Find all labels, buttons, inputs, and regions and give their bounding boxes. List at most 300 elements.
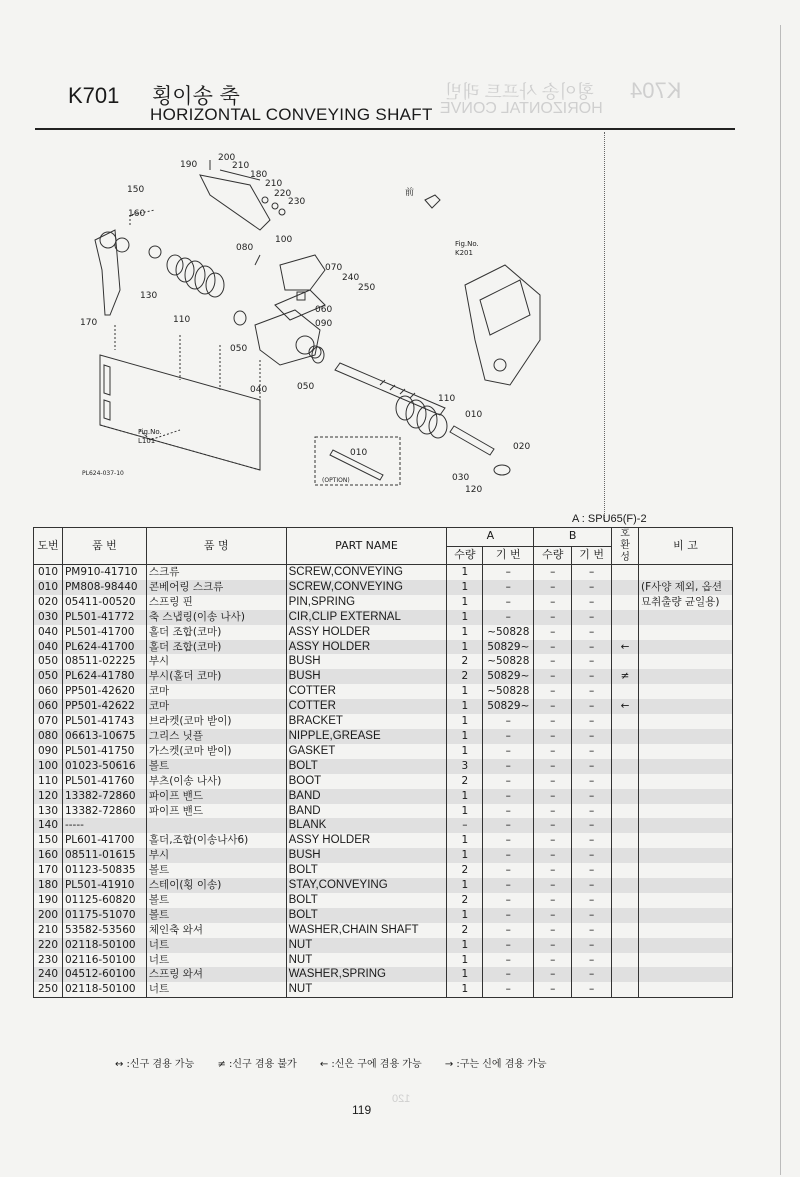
cell-pn: PL501-41910	[62, 878, 146, 893]
cell-ko: 체인축 와셔	[146, 923, 286, 938]
cell-ko: 가스켓(코마 받이)	[146, 744, 286, 759]
cell-qb: –	[534, 610, 572, 625]
table-row	[34, 774, 733, 789]
cell-cp	[612, 610, 639, 625]
cell-rm	[638, 908, 732, 923]
cell-sa: –	[483, 804, 534, 819]
assy-holder-150	[95, 230, 120, 315]
cell-qb: –	[534, 938, 572, 953]
svg-text:060: 060	[315, 305, 333, 315]
col-part-name: PART NAME	[286, 528, 447, 565]
cell-sa: –	[483, 833, 534, 848]
cell-pn: PP501-42622	[62, 699, 146, 714]
cell-en: WASHER,CHAIN SHAFT	[286, 923, 447, 938]
cell-en: SCREW,CONVEYING	[286, 580, 447, 595]
cell-qa: 1	[447, 967, 483, 982]
cell-sa: –	[483, 923, 534, 938]
cell-en: GASKET	[286, 744, 447, 759]
cell-sa: –	[483, 565, 534, 580]
section-code: K701	[68, 83, 120, 108]
cell-no: 010	[34, 580, 63, 595]
cell-qa: 1	[447, 789, 483, 804]
cell-qb: –	[534, 982, 572, 997]
cell-sb: –	[572, 863, 612, 878]
cell-ko: 볼트	[146, 863, 286, 878]
conveying-screw	[335, 363, 445, 415]
svg-text:190: 190	[180, 160, 198, 170]
cell-sb: –	[572, 654, 612, 669]
table-row	[34, 684, 733, 699]
cell-qa: 1	[447, 744, 483, 759]
cell-sb: –	[572, 938, 612, 953]
cell-ko: 콘베어링 스크류	[146, 580, 286, 595]
cell-no: 060	[34, 699, 63, 714]
cell-cp	[612, 848, 639, 863]
cell-pn: 08511-01615	[62, 848, 146, 863]
table-row	[34, 848, 733, 863]
table-row	[34, 953, 733, 968]
cell-sb: –	[572, 699, 612, 714]
table-row	[34, 654, 733, 669]
cell-pn: 05411-00520	[62, 595, 146, 610]
cell-pn: PL501-41760	[62, 774, 146, 789]
col-compat: 호 환 성	[612, 528, 639, 565]
svg-text:210: 210	[232, 161, 250, 171]
cell-en: BUSH	[286, 654, 447, 669]
cell-rm: (F사양 제외, 옵션	[638, 580, 732, 595]
cell-qa: 1	[447, 714, 483, 729]
cell-ko: 축 스냅링(이송 나사)	[146, 610, 286, 625]
cell-qa: 2	[447, 669, 483, 684]
table-row	[34, 818, 733, 833]
cell-cp	[612, 714, 639, 729]
cell-ko: 너트	[146, 982, 286, 997]
svg-text:050: 050	[297, 382, 315, 392]
svg-text:120: 120	[465, 485, 483, 495]
cell-rm	[638, 699, 732, 714]
cell-no: 120	[34, 789, 63, 804]
cell-sb: –	[572, 804, 612, 819]
cell-ko: 너트	[146, 938, 286, 953]
col-group-a: A	[447, 528, 534, 547]
cell-sb: –	[572, 982, 612, 997]
cell-sa: ~50828	[483, 654, 534, 669]
cell-ko: 홀더 조합(코마)	[146, 625, 286, 640]
cell-en: ASSY HOLDER	[286, 833, 447, 848]
cell-ko: 부시(홀더 코마)	[146, 669, 286, 684]
cell-pn: PL501-41743	[62, 714, 146, 729]
svg-text:210: 210	[265, 179, 283, 189]
table-row	[34, 640, 733, 655]
table-row	[34, 580, 733, 595]
cell-cp	[612, 580, 639, 595]
cell-sa: –	[483, 595, 534, 610]
col-no: 도번	[34, 528, 63, 565]
cell-sa: ~50828	[483, 625, 534, 640]
table-row	[34, 729, 733, 744]
cell-sa: –	[483, 580, 534, 595]
cell-en: NUT	[286, 982, 447, 997]
table-row	[34, 625, 733, 640]
cell-cp: ←	[612, 699, 639, 714]
cell-sb: –	[572, 669, 612, 684]
parts-table	[33, 527, 733, 998]
cell-sa: 50829~	[483, 699, 534, 714]
mirror-title-en: HORIZONTAL CONVE	[440, 100, 603, 117]
cell-no: 190	[34, 893, 63, 908]
cell-ko: 볼트	[146, 893, 286, 908]
cell-pn: 02118-50100	[62, 982, 146, 997]
cell-cp	[612, 953, 639, 968]
cell-cp	[612, 684, 639, 699]
cell-sb: –	[572, 565, 612, 580]
cell-sa: 50829~	[483, 640, 534, 655]
svg-text:070: 070	[325, 263, 343, 273]
cell-qa: –	[447, 818, 483, 833]
cell-cp: ≠	[612, 669, 639, 684]
cell-rm	[638, 714, 732, 729]
cell-no: 050	[34, 669, 63, 684]
cell-ko: 부츠(이송 나사)	[146, 774, 286, 789]
table-row	[34, 804, 733, 819]
cell-qa: 1	[447, 804, 483, 819]
cell-pn: 04512-60100	[62, 967, 146, 982]
cell-sb: –	[572, 729, 612, 744]
cell-ko: 홀더,조합(이송나사6)	[146, 833, 286, 848]
cell-qb: –	[534, 714, 572, 729]
cell-ko: 너트	[146, 953, 286, 968]
page-number: 119	[352, 1103, 372, 1117]
cell-sa: –	[483, 744, 534, 759]
cell-rm: 묘취출량 균일용)	[638, 595, 732, 610]
cell-no: 010	[34, 565, 63, 580]
cell-qa: 1	[447, 684, 483, 699]
cell-no: 080	[34, 729, 63, 744]
table-row	[34, 938, 733, 953]
cell-pn: 02116-50100	[62, 953, 146, 968]
cell-sa: –	[483, 863, 534, 878]
cell-qb: –	[534, 580, 572, 595]
cell-qb: –	[534, 967, 572, 982]
table-row	[34, 595, 733, 610]
cell-no: 170	[34, 863, 63, 878]
cell-sa: –	[483, 967, 534, 982]
title-korean: 횡이송 축	[152, 84, 240, 108]
cell-ko: 부시	[146, 654, 286, 669]
cell-no: 040	[34, 640, 63, 655]
cell-en: NIPPLE,GREASE	[286, 729, 447, 744]
cell-cp	[612, 923, 639, 938]
cell-en: COTTER	[286, 699, 447, 714]
cell-qb: –	[534, 729, 572, 744]
cell-no: 220	[34, 938, 63, 953]
table-row	[34, 669, 733, 684]
cell-cp	[612, 863, 639, 878]
cell-qa: 1	[447, 610, 483, 625]
cell-qa: 1	[447, 878, 483, 893]
cell-sa: –	[483, 774, 534, 789]
cell-qb: –	[534, 654, 572, 669]
ref-fig-l-label: Fig.No.	[138, 428, 162, 436]
title-english: HORIZONTAL CONVEYING SHAFT	[150, 105, 433, 124]
col-qty-b: 수량	[534, 546, 572, 565]
cell-qb: –	[534, 893, 572, 908]
cell-qa: 2	[447, 923, 483, 938]
cell-rm	[638, 923, 732, 938]
cell-rm	[638, 625, 732, 640]
cell-cp	[612, 818, 639, 833]
cell-no: 200	[34, 908, 63, 923]
cell-en: PIN,SPRING	[286, 595, 447, 610]
cell-qb: –	[534, 684, 572, 699]
cell-qb: –	[534, 774, 572, 789]
cell-ko: 스프링 핀	[146, 595, 286, 610]
cell-pn: 01175-51070	[62, 908, 146, 923]
cell-qb: –	[534, 878, 572, 893]
cell-sa: –	[483, 878, 534, 893]
svg-text:160: 160	[128, 209, 146, 219]
svg-text:220: 220	[274, 189, 292, 199]
cell-rm	[638, 669, 732, 684]
col-serial-a: 기 번	[483, 546, 534, 565]
cell-rm	[638, 863, 732, 878]
cell-sa: –	[483, 893, 534, 908]
gearbox-housing	[465, 265, 540, 385]
cell-qa: 1	[447, 938, 483, 953]
svg-text:250: 250	[358, 283, 376, 293]
table-row	[34, 714, 733, 729]
cell-pn: PP501-42620	[62, 684, 146, 699]
cell-no: 180	[34, 878, 63, 893]
svg-text:010: 010	[350, 448, 368, 458]
cell-sa: –	[483, 908, 534, 923]
cell-en: ASSY HOLDER	[286, 625, 447, 640]
cell-ko: 스테이(횡 이송)	[146, 878, 286, 893]
cell-qb: –	[534, 804, 572, 819]
cell-ko: 부시	[146, 848, 286, 863]
cell-qb: –	[534, 789, 572, 804]
cell-qb: –	[534, 848, 572, 863]
cell-ko: 그리스 닛플	[146, 729, 286, 744]
cell-qa: 3	[447, 759, 483, 774]
cell-qa: 1	[447, 833, 483, 848]
cell-sb: –	[572, 967, 612, 982]
ref-fig-k-num: K201	[455, 249, 473, 257]
cell-qa: 1	[447, 729, 483, 744]
cell-no: 240	[34, 967, 63, 982]
cell-cp	[612, 595, 639, 610]
cell-cp	[612, 982, 639, 997]
cell-pn: PL601-41700	[62, 833, 146, 848]
cell-pn: 01123-50835	[62, 863, 146, 878]
cell-sb: –	[572, 625, 612, 640]
cell-sb: –	[572, 893, 612, 908]
cell-rm	[638, 938, 732, 953]
cell-ko: 볼트	[146, 908, 286, 923]
cell-sb: –	[572, 833, 612, 848]
cell-ko: 파이프 밴드	[146, 789, 286, 804]
cell-no: 070	[34, 714, 63, 729]
stay-conveying	[200, 175, 270, 230]
cell-en: NUT	[286, 953, 447, 968]
cell-cp	[612, 938, 639, 953]
cell-rm	[638, 953, 732, 968]
table-row	[34, 967, 733, 982]
svg-text:170: 170	[80, 318, 98, 328]
cell-sb: –	[572, 640, 612, 655]
cell-sb: –	[572, 923, 612, 938]
legend	[115, 1055, 567, 1070]
cell-qb: –	[534, 818, 572, 833]
cell-rm	[638, 967, 732, 982]
cell-cp	[612, 789, 639, 804]
cell-rm	[638, 774, 732, 789]
cell-no: 050	[34, 654, 63, 669]
cell-sa: –	[483, 610, 534, 625]
option-label: (OPTION)	[322, 477, 350, 484]
cell-en: BAND	[286, 789, 447, 804]
cell-cp	[612, 654, 639, 669]
legend-item: ≠ :신구 겸용 불가	[217, 1059, 297, 1070]
legend-item: → :구는 신에 겸용 가능	[444, 1059, 547, 1070]
cell-ko: 브라켓(코마 받이)	[146, 714, 286, 729]
cell-sb: –	[572, 744, 612, 759]
cell-no: 020	[34, 595, 63, 610]
cell-rm	[638, 982, 732, 997]
cell-qb: –	[534, 699, 572, 714]
cell-en: ASSY HOLDER	[286, 640, 447, 655]
cell-en: BOOT	[286, 774, 447, 789]
cell-qb: –	[534, 744, 572, 759]
cell-rm	[638, 833, 732, 848]
cell-en: NUT	[286, 938, 447, 953]
cell-no: 060	[34, 684, 63, 699]
cell-pn: 06613-10675	[62, 729, 146, 744]
cell-en: BOLT	[286, 759, 447, 774]
cell-no: 150	[34, 833, 63, 848]
svg-text:030: 030	[452, 473, 470, 483]
cell-no: 230	[34, 953, 63, 968]
cell-qa: 2	[447, 893, 483, 908]
cell-en: BUSH	[286, 669, 447, 684]
cell-en: BOLT	[286, 908, 447, 923]
cell-qb: –	[534, 625, 572, 640]
bracket-070	[280, 255, 325, 290]
col-qty-a: 수량	[447, 546, 483, 565]
col-serial-b: 기 번	[572, 546, 612, 565]
svg-text:010: 010	[465, 410, 483, 420]
cell-cp	[612, 625, 639, 640]
table-row	[34, 610, 733, 625]
cell-qb: –	[534, 953, 572, 968]
cell-pn: -----	[62, 818, 146, 833]
cell-qb: –	[534, 595, 572, 610]
cell-pn: 13382-72860	[62, 804, 146, 819]
cell-qb: –	[534, 908, 572, 923]
cell-rm	[638, 654, 732, 669]
cell-sa: –	[483, 714, 534, 729]
cell-pn: PM910-41710	[62, 565, 146, 580]
cell-rm	[638, 818, 732, 833]
table-row	[34, 699, 733, 714]
col-name-ko: 품 명	[146, 528, 286, 565]
cell-pn: PM808-98440	[62, 580, 146, 595]
cell-rm	[638, 610, 732, 625]
cell-cp	[612, 759, 639, 774]
cell-rm	[638, 640, 732, 655]
cell-cp	[612, 729, 639, 744]
svg-text:100: 100	[275, 235, 293, 245]
cell-cp	[612, 744, 639, 759]
cell-no: 210	[34, 923, 63, 938]
cell-qa: 2	[447, 863, 483, 878]
cell-pn: 02118-50100	[62, 938, 146, 953]
cell-rm	[638, 744, 732, 759]
cell-sa: 50829~	[483, 669, 534, 684]
cell-qa: 1	[447, 953, 483, 968]
cell-sa: –	[483, 982, 534, 997]
cell-pn: 01125-60820	[62, 893, 146, 908]
cell-no: 130	[34, 804, 63, 819]
svg-text:前: 前	[405, 188, 415, 198]
cell-no: 090	[34, 744, 63, 759]
cell-sb: –	[572, 848, 612, 863]
drawing-number: PL624-037-10	[82, 470, 124, 477]
cell-rm	[638, 684, 732, 699]
svg-text:050: 050	[230, 344, 248, 354]
cell-sa: –	[483, 938, 534, 953]
cell-pn: 13382-72860	[62, 789, 146, 804]
cell-pn: 53582-53560	[62, 923, 146, 938]
cell-sa: –	[483, 789, 534, 804]
cell-qb: –	[534, 863, 572, 878]
page-edge-line	[780, 25, 781, 1175]
cell-sb: –	[572, 759, 612, 774]
cell-cp	[612, 908, 639, 923]
cell-sa: –	[483, 759, 534, 774]
cell-rm	[638, 878, 732, 893]
cell-cp	[612, 967, 639, 982]
cell-rm	[638, 729, 732, 744]
cell-rm	[638, 848, 732, 863]
cell-qb: –	[534, 669, 572, 684]
cell-qb: –	[534, 833, 572, 848]
col-part-no: 품 번	[62, 528, 146, 565]
cell-en: BUSH	[286, 848, 447, 863]
cell-sb: –	[572, 953, 612, 968]
cell-sa: –	[483, 729, 534, 744]
cell-en: STAY,CONVEYING	[286, 878, 447, 893]
cell-ko: 스프링 와셔	[146, 967, 286, 982]
cell-qa: 2	[447, 774, 483, 789]
cell-no: 140	[34, 818, 63, 833]
table-row	[34, 565, 733, 580]
cell-cp	[612, 774, 639, 789]
svg-text:110: 110	[438, 394, 456, 404]
table-row	[34, 759, 733, 774]
svg-text:230: 230	[288, 197, 306, 207]
cell-en: BAND	[286, 804, 447, 819]
svg-text:150: 150	[127, 185, 145, 195]
cell-sb: –	[572, 684, 612, 699]
table-row	[34, 908, 733, 923]
cell-qa: 1	[447, 625, 483, 640]
cell-ko: 코마	[146, 684, 286, 699]
cell-no: 160	[34, 848, 63, 863]
cell-rm	[638, 565, 732, 580]
cell-sb: –	[572, 789, 612, 804]
table-row	[34, 863, 733, 878]
